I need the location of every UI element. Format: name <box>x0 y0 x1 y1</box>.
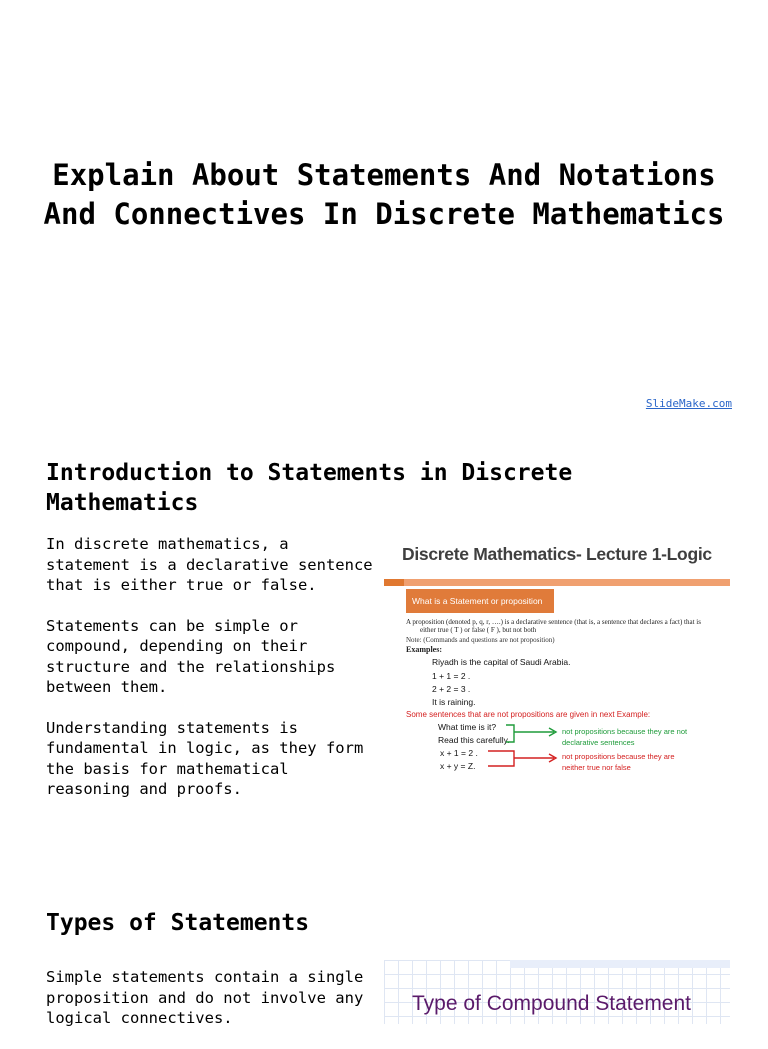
non-example-heading: Some sentences that are not propositions are given in next Example: <box>406 710 651 719</box>
non-example-item: What time is it? <box>438 722 497 732</box>
non-example-item: x + 1 = 2 . <box>440 748 478 758</box>
green-note: declarative sentences <box>562 738 635 747</box>
paragraph: Simple statements contain a single proposition and do not involve any logical connectives. <box>46 968 364 1027</box>
green-note: not propositions because they are not <box>562 727 688 736</box>
slide-title: Type of Compound Statement <box>412 992 691 1015</box>
red-note: not propositions because they are <box>562 752 675 761</box>
bracket-arrows-graphic <box>384 534 730 780</box>
section-heading-types: Types of Statements <box>46 910 310 936</box>
example-item: 2 + 2 = 3 . <box>432 684 471 694</box>
non-example-item: Read this carefully. <box>438 735 510 745</box>
example-item: Riyadh is the capital of Saudi Arabia. <box>432 657 571 667</box>
red-note: neither true nor false <box>562 763 631 772</box>
page-title: Explain About Statements And Notations And Connectives In Discrete Mathematics <box>43 158 725 231</box>
slide-image-compound-statement <box>384 960 730 1024</box>
section-heading-introduction: Introduction to Statements in Discrete Mathematics <box>46 460 573 516</box>
section-body-types <box>46 967 376 1049</box>
slide-title: Discrete Mathematics- Lecture 1-Logic <box>402 544 712 564</box>
section-body-introduction <box>46 534 376 820</box>
note-line: Note: (Commands and questions are not proposition) <box>406 636 555 644</box>
source-link[interactable]: SlideMake.com <box>645 397 732 410</box>
examples-label: Examples: <box>406 645 442 654</box>
definition-line: A proposition (denoted p, q, r, ….) is a declarative sentence (that is, a sentence that declares a fact) that is <box>406 618 701 626</box>
slide-image-statement <box>384 534 730 780</box>
slide-heading-box: What is a Statement or proposition <box>406 589 554 613</box>
definition-line: either true ( T ) or false ( F ), but not both <box>420 626 537 634</box>
paragraph: In discrete mathematics, a statement is a declarative sentence that is either true or false. <box>46 535 373 594</box>
paragraph: Statements can be simple or compound, depending on their structure and the relationships between them. <box>46 616 336 696</box>
paragraph: Understanding statements is fundamental in logic, as they form the basis for mathematical reasoning and proofs. <box>46 718 364 798</box>
example-item: It is raining. <box>432 697 476 707</box>
non-example-item: x + y = Z. <box>440 761 476 771</box>
slide-band <box>510 960 730 968</box>
example-item: 1 + 1 = 2 . <box>432 671 471 681</box>
